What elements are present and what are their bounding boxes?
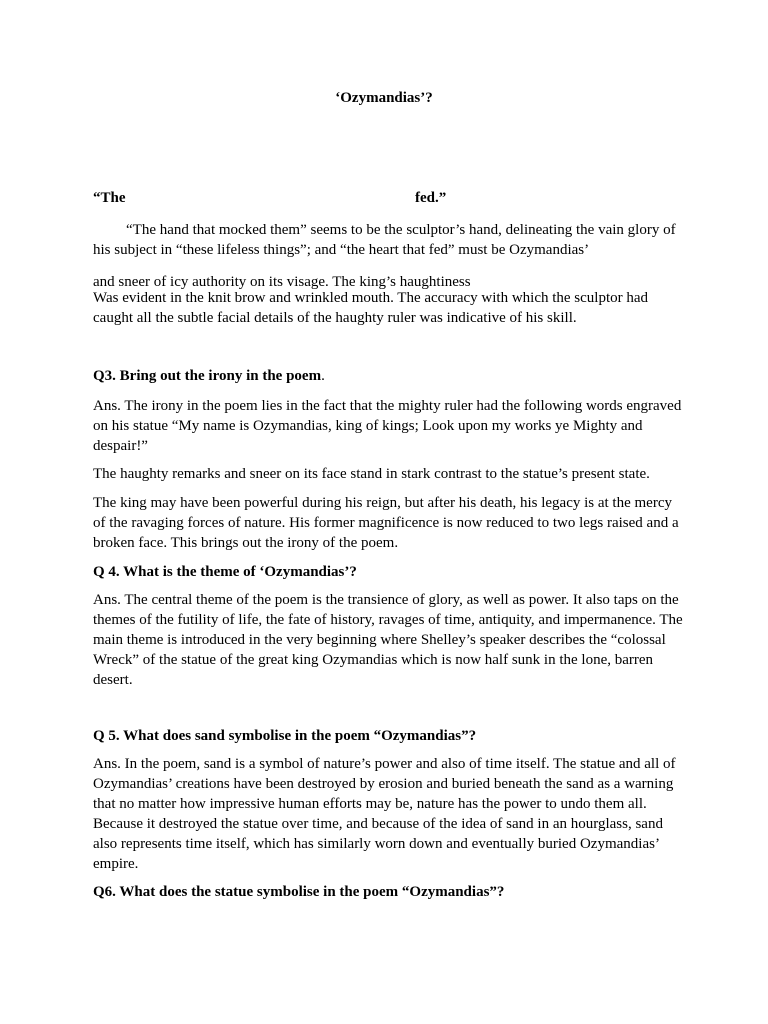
- question-6: Q6. What does the statue symbolise in the poem “Ozymandias”?: [93, 884, 505, 900]
- answer-5: Ans. In the poem, sand is a symbol of nature’s power and also of time itself. The statue and all of Ozymandias’ creations have been destroyed by erosion and buried beneath the sand as a warning that no matter how impressive human efforts may be, nature has the power to undo them all. Because it destroyed the statue over time, and because of the idea of sand in an hourglass, sand also represents time itself, which has similarly worn down and eventually buried Ozymandias’ empire.: [93, 756, 676, 872]
- question-5: Q 5. What does sand symbolise in the poem “Ozymandias”?: [93, 728, 477, 744]
- paragraph-sculptor: “The hand that mocked them” seems to be the sculptor’s hand, delineating the vain glory of his subject in “these lifeless things”; and “the heart that fed” must be Ozymandias’: [93, 222, 676, 258]
- question-3-period: .: [321, 368, 325, 384]
- answer-4: Ans. The central theme of the poem is the transience of glory, as well as power. It also taps on the themes of the futility of life, the fate of history, ravages of time, antiquity, and impermanence. The main theme is introduced in the very beginning where Shelley’s speaker describes the “colossal Wreck” of the statue of the great king Ozymandias which is now half sunk in the lone, barren desert.: [93, 592, 683, 688]
- answer-3-part-1: Ans. The irony in the poem lies in the fact that the mighty ruler had the following words engraved on his statue “My name is Ozymandias, king of kings; Look upon my works ye Mighty and despair!”: [93, 398, 682, 454]
- quote-end: fed.”: [415, 190, 447, 206]
- question-3: [93, 366, 683, 386]
- paragraph-sneer-line: and sneer of icy authority on its visage. The king’s haughtiness: [93, 274, 471, 290]
- question-3-text: Q3. Bring out the irony in the poem: [93, 368, 322, 384]
- page-title: ‘Ozymandias’?: [335, 90, 433, 106]
- paragraph-haughtiness: Was evident in the knit brow and wrinkled mouth. The accuracy with which the sculptor had caught all the subtle facial details of the haughty ruler was indicative of his skill.: [93, 290, 649, 326]
- quote-start: “The: [93, 190, 126, 206]
- question-4: Q 4. What is the theme of ‘Ozymandias’?: [93, 564, 357, 580]
- answer-3-part-3: The king may have been powerful during his reign, but after his death, his legacy is at the mercy of the ravaging forces of nature. His former magnificence is now reduced to two legs raised and a broken face. This brings out the irony of the poem.: [93, 495, 679, 551]
- answer-3-part-2: The haughty remarks and sneer on its face stand in stark contrast to the statue’s present state.: [93, 466, 650, 482]
